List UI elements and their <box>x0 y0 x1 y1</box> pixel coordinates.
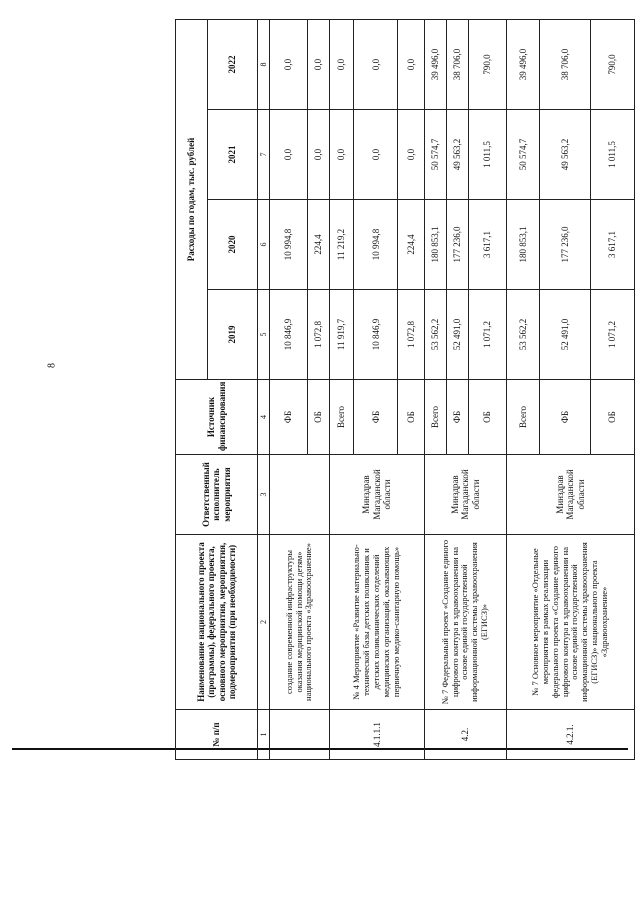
column-number: 3 <box>258 455 270 535</box>
header-source: Источник финансирования <box>176 380 258 455</box>
value-2022: 790,0 <box>590 19 634 109</box>
column-number: 5 <box>258 290 270 380</box>
value-2019: 53 562,2 <box>506 290 539 380</box>
value-2022: 38 706,0 <box>539 19 590 109</box>
row-source: ФБ <box>270 380 308 455</box>
value-2020: 224,4 <box>398 200 425 290</box>
column-number: 7 <box>258 110 270 200</box>
value-2021: 1 011,5 <box>590 110 634 200</box>
value-2020: 11 219,2 <box>329 200 353 290</box>
value-2019: 52 491,0 <box>447 290 469 380</box>
value-2021: 0,0 <box>354 110 398 200</box>
header-num: № п/п <box>176 710 258 760</box>
value-2019: 52 491,0 <box>539 290 590 380</box>
row-name: № 7 Основное мероприятие «Отдельные мероприятия в рамках реализации федерального проекта «Создание единого цифрового контура в здравоохранении на основе единой государственной информационной системы здравоохранения (ЕГИСЗ)» национального проекта «Здравоохранение» <box>506 535 634 710</box>
header-year-2021: 2021 <box>208 110 258 200</box>
row-name: № 4 Мероприятие «Развитие материально-технической базы детских поликлиник и детских поликлинических отделений медицинских организаций, оказывающих первичную медико-санитарную помощь» <box>329 535 424 710</box>
row-num: 4.1.1.1 <box>329 710 424 760</box>
value-2020: 10 994,8 <box>270 200 308 290</box>
row-executor <box>270 455 330 535</box>
page-number: 8 <box>46 363 58 368</box>
rotated-table <box>175 20 635 760</box>
column-number: 8 <box>258 19 270 109</box>
header-year-2020: 2020 <box>208 200 258 290</box>
value-2020: 3 617,1 <box>469 200 507 290</box>
row-num <box>270 710 330 760</box>
value-2020: 177 236,0 <box>447 200 469 290</box>
row-name: № 7 Федеральный проект «Создание единого цифрового контура в здравоохранении на основе единой государственной информационной системы здравоохранения (ЕГИСЗ)» <box>424 535 506 710</box>
header-year-2022: 2022 <box>208 19 258 109</box>
value-2019: 1 071,2 <box>590 290 634 380</box>
value-2022: 790,0 <box>469 19 507 109</box>
value-2021: 50 574,7 <box>424 110 446 200</box>
rotated-table-wrapper <box>175 20 635 760</box>
value-2019: 10 846,9 <box>270 290 308 380</box>
column-number: 1 <box>258 710 270 760</box>
value-2019: 10 846,9 <box>354 290 398 380</box>
value-2019: 11 919,7 <box>329 290 353 380</box>
value-2021: 50 574,7 <box>506 110 539 200</box>
row-source: ОБ <box>469 380 507 455</box>
row-source: Всего <box>329 380 353 455</box>
column-number: 6 <box>258 200 270 290</box>
header-year-2019: 2019 <box>208 290 258 380</box>
column-number: 2 <box>258 535 270 710</box>
value-2021: 0,0 <box>307 110 329 200</box>
value-2021: 0,0 <box>270 110 308 200</box>
value-2021: 49 563,2 <box>447 110 469 200</box>
row-source: ФБ <box>539 380 590 455</box>
row-name: создание современной инфраструктуры оказания медицинской помощи детям» национального проекта «Здравоохранение» <box>270 535 330 710</box>
row-source: ОБ <box>307 380 329 455</box>
column-number: 4 <box>258 380 270 455</box>
value-2020: 224,4 <box>307 200 329 290</box>
row-source: Всего <box>424 380 446 455</box>
row-executor: Минздрав Магаданской области <box>424 455 506 535</box>
value-2020: 10 994,8 <box>354 200 398 290</box>
value-2022: 39 496,0 <box>424 19 446 109</box>
value-2019: 1 072,8 <box>398 290 425 380</box>
value-2021: 49 563,2 <box>539 110 590 200</box>
value-2022: 0,0 <box>270 19 308 109</box>
row-num: 4.2.1. <box>506 710 634 760</box>
row-num: 4.2. <box>424 710 506 760</box>
value-2019: 1 072,8 <box>307 290 329 380</box>
value-2020: 3 617,1 <box>590 200 634 290</box>
header-name: Наименование национального проекта (программы), федерального проекта, основного мероприятия, мероприятия, подмероприятия (при необходимости) <box>176 535 258 710</box>
value-2019: 1 071,2 <box>469 290 507 380</box>
value-2021: 0,0 <box>398 110 425 200</box>
value-2022: 39 496,0 <box>506 19 539 109</box>
row-source: Всего <box>506 380 539 455</box>
row-executor: Минздрав Магаданской области <box>506 455 634 535</box>
row-source: ФБ <box>354 380 398 455</box>
value-2022: 0,0 <box>398 19 425 109</box>
header-executor: Ответственный исполнитель мероприятия <box>176 455 258 535</box>
value-2022: 0,0 <box>329 19 353 109</box>
row-executor: Минздрав Магаданской области <box>329 455 424 535</box>
row-source: ФБ <box>447 380 469 455</box>
value-2021: 1 011,5 <box>469 110 507 200</box>
value-2019: 53 562,2 <box>424 290 446 380</box>
value-2022: 38 706,0 <box>447 19 469 109</box>
value-2021: 0,0 <box>329 110 353 200</box>
value-2020: 177 236,0 <box>539 200 590 290</box>
value-2022: 0,0 <box>307 19 329 109</box>
row-source: ОБ <box>398 380 425 455</box>
row-source: ОБ <box>590 380 634 455</box>
value-2022: 0,0 <box>354 19 398 109</box>
value-2020: 180 853,1 <box>424 200 446 290</box>
value-2020: 180 853,1 <box>506 200 539 290</box>
expenses-table <box>175 19 635 760</box>
header-expenses-group: Расходы по годам, тыс. рублей <box>176 19 208 379</box>
